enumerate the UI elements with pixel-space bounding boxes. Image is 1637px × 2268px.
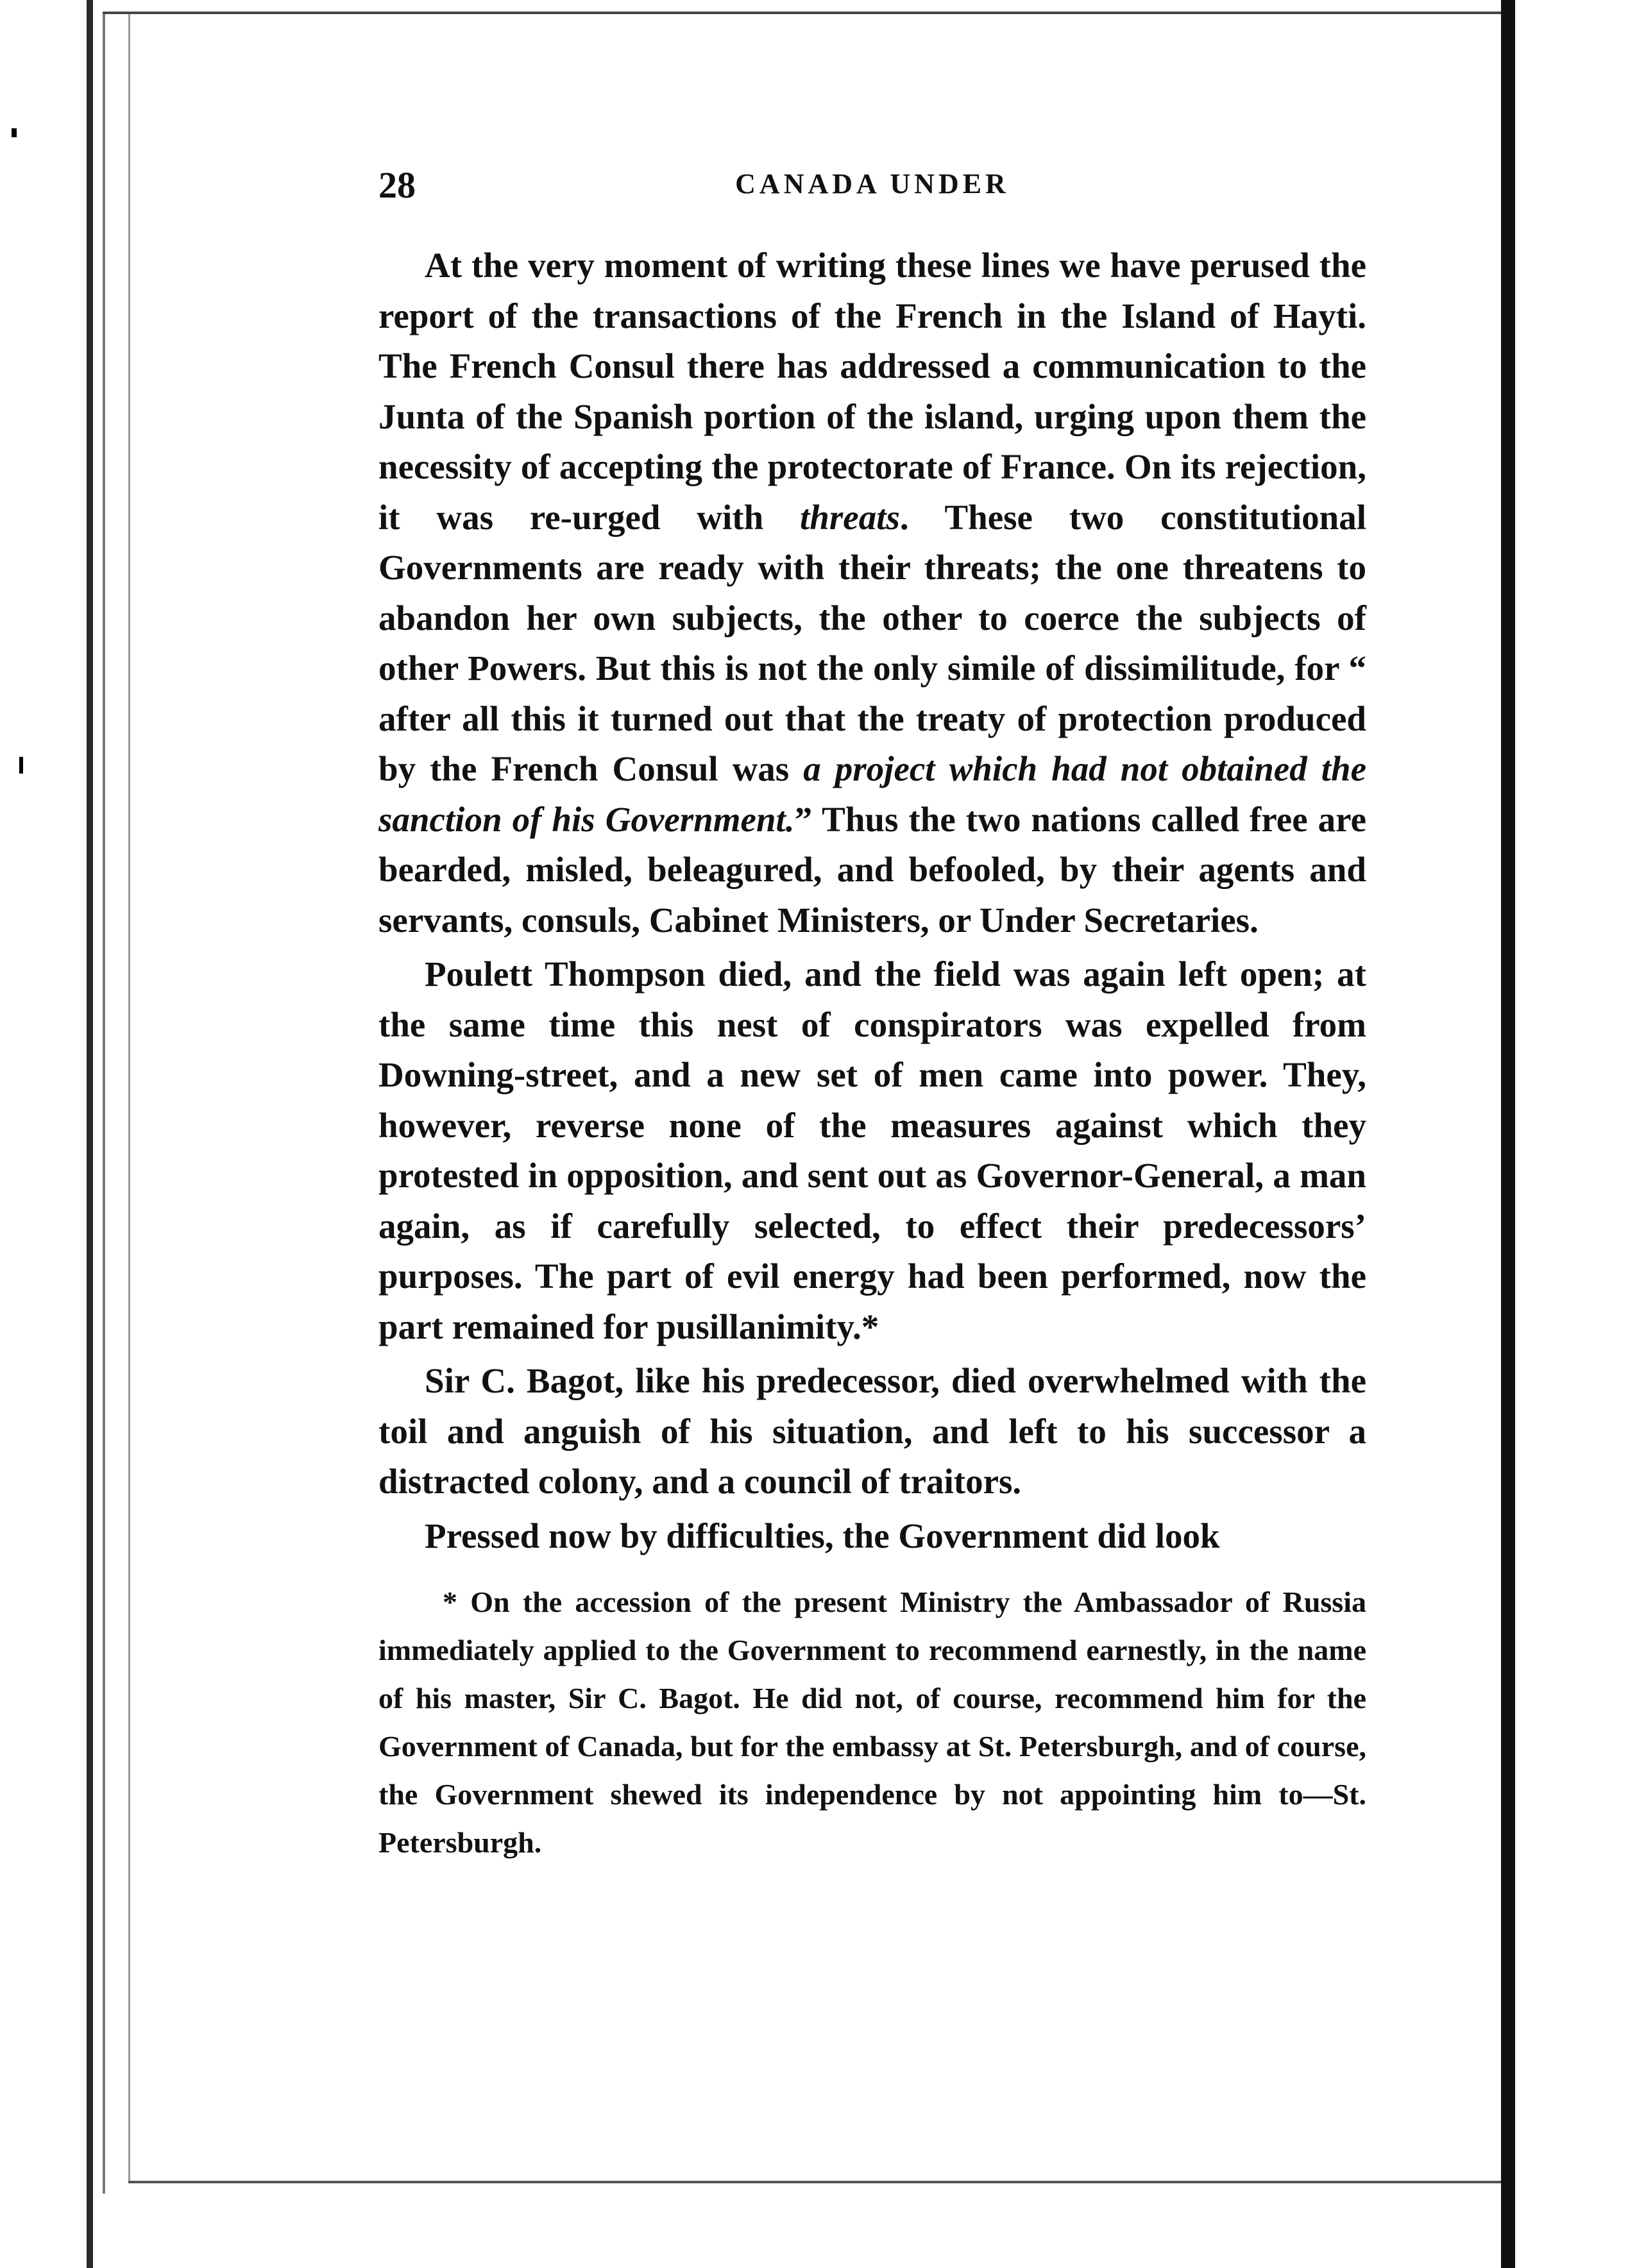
paragraph-text: ” Thus the two nations called free are bearded, misled, beleagured, and befooled, by their agents and servants, consuls, Cabinet Ministers, or Under Secretaries. [378,799,1366,940]
page-edge-line [103,13,105,2194]
page-number: 28 [378,164,416,206]
book-page [378,164,1366,1866]
paragraph-text: At the very moment of writing these lines we have perused the report of the transactions of the French in the Island of Hayti. The French Consul there has addressed a communication to the Junta of the Spanish portion of the island, urging upon them the necessity of accepting the protectorate of France. On its rejection, it was re-urged with [378,246,1366,537]
binding-edge-left [87,0,93,2268]
scan-speck [19,757,23,774]
page-edge-line [128,13,130,2181]
paragraph-sir-bagot [378,1356,1366,1507]
binding-edge-right [1501,0,1515,2268]
paragraph-text: Poulett Thompson died, and the field was again left open; at the same time this nest of conspirators was expelled from Downing-street, and a new set of men came into power. They, however, reverse none of the measures against which they protested in opposition, and sent out as Governor-General, a man again, as if carefully selected, to effect their predecessors’ purposes. The part of evil energy had been performed, now the part remained for pusillanimity.* [378,954,1366,1346]
scan-speck [12,128,17,137]
page-edge-bottom [128,2181,1501,2183]
footnote: * On the accession of the present Ministry the Ambassador of Russia immediately applied to the Government to recommend earnestly, in the name of his master, Sir C. Bagot. He did not, of course, recommend him for the Government of Canada, but for the embassy at St. Petersburgh, and of course, the Government shewed its independence by not appointing him to—St. Petersburgh. [378,1586,1366,1859]
paragraph-pressed [378,1511,1366,1562]
body-text [378,241,1366,1561]
paragraph-poulett-thompson [378,949,1366,1352]
paragraph-text: Sir C. Bagot, like his predecessor, died overwhelmed with the toil and anguish of his situation, and left to his successor a distracted colony, and a council of traitors. [378,1361,1366,1501]
italic-text: a project which had not obtained the sanction of his Government. [378,749,1366,839]
italic-text: threats [800,497,900,537]
paragraph-text: Pressed now by difficulties, the Government did look [425,1516,1220,1555]
page-header [378,164,1366,221]
paragraph-text: . These two constitutional Governments are ready with their threats; the one threatens to abandon her own subjects, the other to coerce the subjects of other Powers. But this is not the only simile of dissimilitude, for “ after all this it turned out that the treaty of protection produced by the French Consul was [378,497,1366,788]
page-edge-top [103,12,1507,14]
running-head: CANADA UNDER [735,168,1010,199]
paragraph-hayti [378,241,1366,945]
